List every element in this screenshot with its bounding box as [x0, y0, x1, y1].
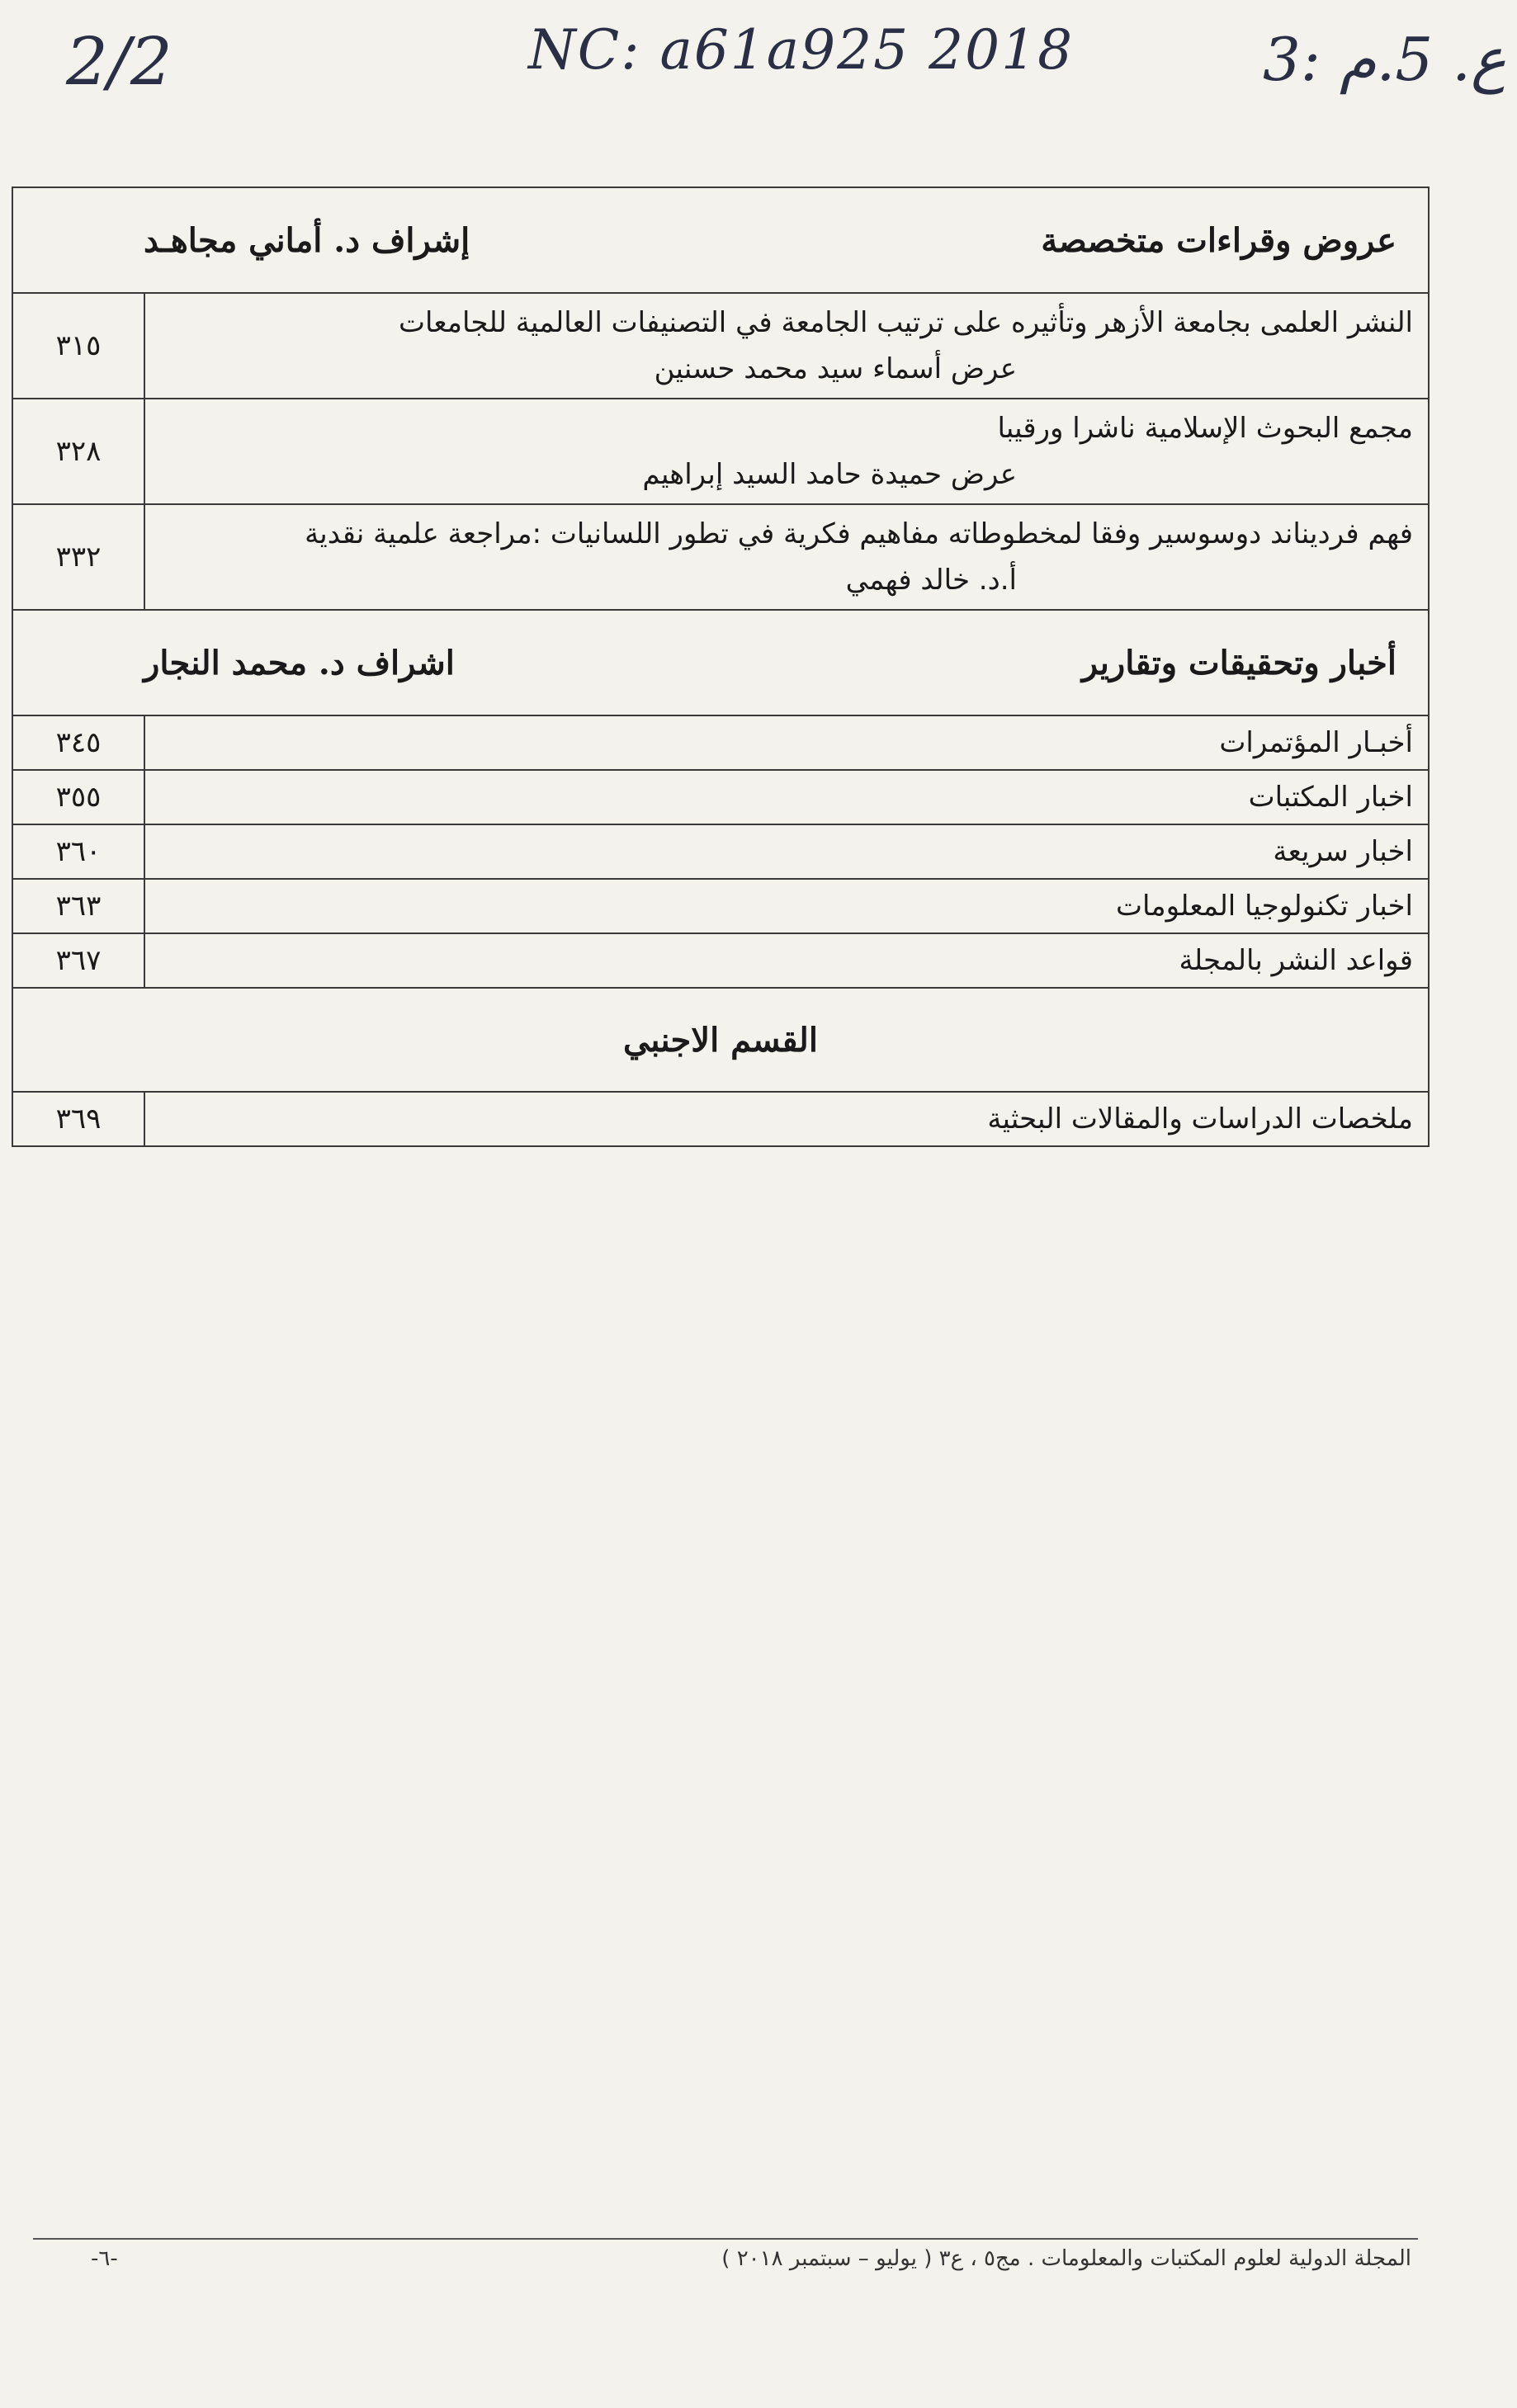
footer-divider	[33, 2238, 1418, 2240]
footer-journal: المجلة الدولية لعلوم المكتبات والمعلومات . مج٥ ، ع٣ ( يوليو – سبتمبر ٢٠١٨ )	[721, 2246, 1411, 2271]
toc-row	[12, 504, 1429, 610]
section-heading-news	[12, 610, 1429, 715]
page-number: ٣٤٥	[12, 715, 144, 770]
entry-title: اخبار سريعة	[144, 824, 1429, 879]
entry-title	[144, 399, 1429, 504]
page-number: ٣٦٧	[12, 933, 144, 988]
section-supervisor: إشراف د. أماني مجاهـد	[144, 220, 470, 260]
toc-row	[12, 1092, 1429, 1146]
entry-title: اخبار المكتبات	[144, 770, 1429, 824]
toc-row	[12, 715, 1429, 770]
section-heading-foreign: القسم الاجنبي	[12, 988, 1429, 1092]
entry-title-text: مجمع البحوث الإسلامية ناشرا ورقيبا	[997, 412, 1413, 445]
section-supervisor: اشراف د. محمد النجار	[144, 643, 455, 682]
footer-page-number: -٦-	[91, 2246, 118, 2271]
handwritten-call-number: NC: a61a925 2018	[528, 18, 1075, 82]
page-number: ٣٥٥	[12, 770, 144, 824]
entry-title: اخبار تكنولوجيا المعلومات	[144, 879, 1429, 933]
toc-row	[12, 879, 1429, 933]
entry-title: أخبـار المؤتمرات	[144, 715, 1429, 770]
toc-row	[12, 399, 1429, 504]
entry-title: ملخصات الدراسات والمقالات البحثية	[144, 1092, 1429, 1146]
table-of-contents	[12, 187, 1430, 1147]
handwritten-note-right: 3: ع. 5.م	[1263, 25, 1506, 94]
entry-title	[144, 504, 1429, 610]
entry-author: عرض أسماء سيد محمد حسنين	[654, 352, 1017, 385]
page-number: ٣٢٨	[12, 399, 144, 504]
entry-title-text: النشر العلمى بجامعة الأزهر وتأثيره على ترتيب الجامعة في التصنيفات العالمية للجامعات	[399, 306, 1413, 339]
page-number: ٣٦٩	[12, 1092, 144, 1146]
entry-author: عرض حميدة حامد السيد إبراهيم	[642, 458, 1017, 491]
page-number: ٣٦٠	[12, 824, 144, 879]
handwritten-note-left: 2/2	[66, 23, 172, 100]
entry-title-text: فهم فرديناند دوسوسير وفقا لمخطوطاته مفاهيم فكرية في تطور اللسانيات :مراجعة علمية نقدية	[305, 517, 1413, 550]
toc-row	[12, 933, 1429, 988]
page-number: ٣٣٢	[12, 504, 144, 610]
page-footer	[91, 2246, 1411, 2271]
toc-row	[12, 824, 1429, 879]
section-title: عروض وقراءات متخصصة	[1041, 220, 1396, 260]
page-number: ٣٦٣	[12, 879, 144, 933]
section-title: أخبار وتحقيقات وتقارير	[1081, 643, 1396, 682]
toc-row	[12, 293, 1429, 399]
entry-title	[144, 293, 1429, 399]
entry-title: قواعد النشر بالمجلة	[144, 933, 1429, 988]
section-heading-reviews	[12, 187, 1429, 293]
page-number: ٣١٥	[12, 293, 144, 399]
entry-author: أ.د. خالد فهمي	[845, 564, 1017, 597]
toc-row	[12, 770, 1429, 824]
